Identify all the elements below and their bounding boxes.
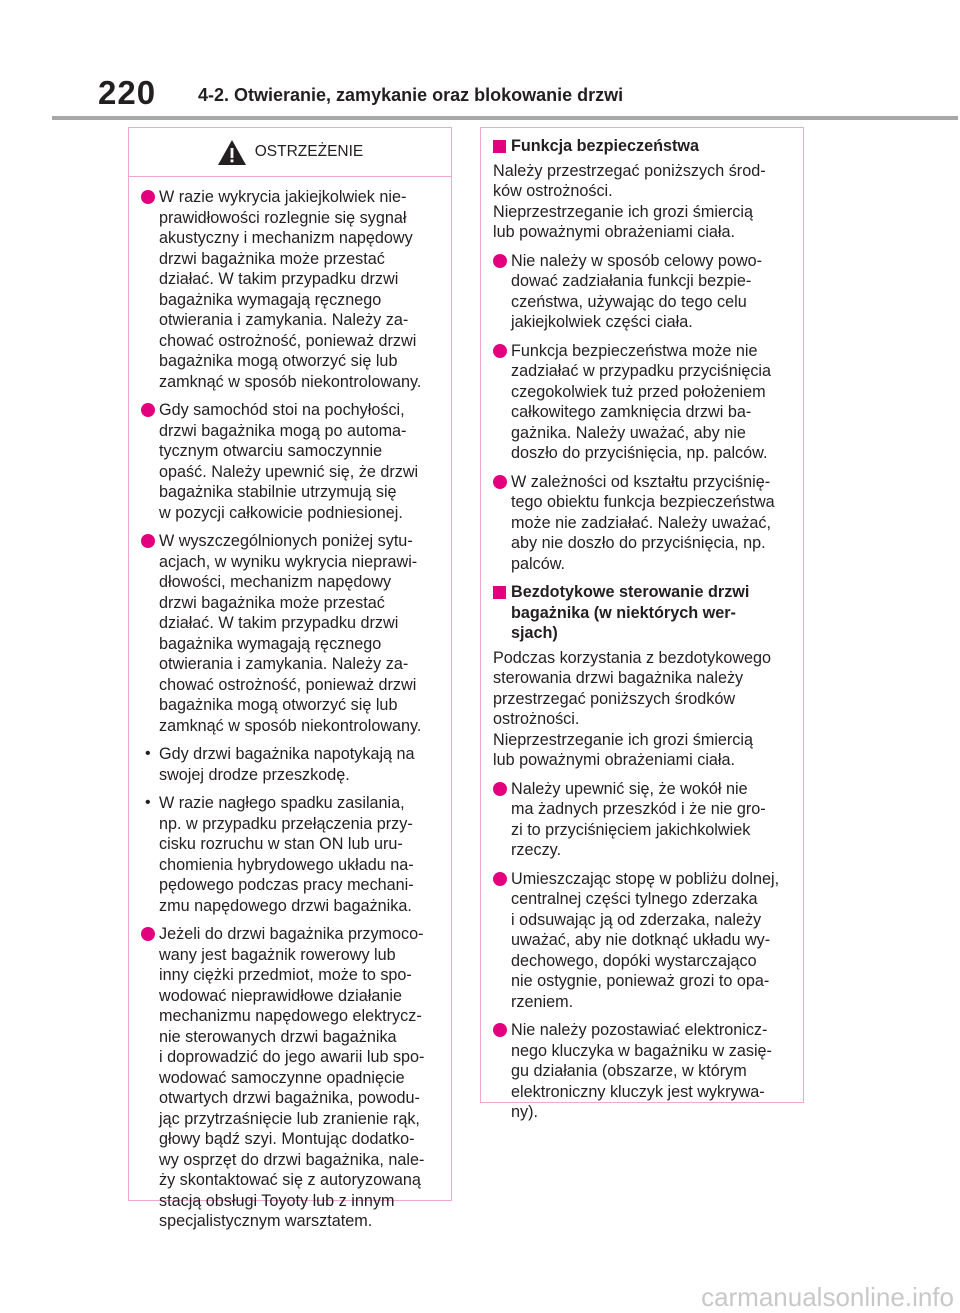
list-item (493, 251, 797, 333)
text-line: otwierania i zamykania. Należy za- (159, 655, 409, 673)
text-line: pędowego podczas pracy mechani- (159, 876, 414, 894)
page-header (0, 0, 960, 124)
text-line: W razie wykrycia jakiejkolwiek nie- (159, 188, 407, 206)
text-line: zamknąć w sposób niekontrolowany. (159, 372, 422, 391)
text-line: jakiejkolwiek części ciała. (511, 313, 693, 331)
text-line: mechanizmu napędowego elektrycz- (159, 1007, 422, 1025)
text-line: bagażnika mogą otworzyć się lub (159, 696, 398, 714)
text-line: Bezdotykowe sterowanie drzwi (511, 583, 750, 601)
list-item (493, 341, 797, 464)
text-line: otwartych drzwi bagażnika, powodu- (159, 1089, 420, 1107)
text-line: akustyczny i mechanizm napędowy (159, 229, 413, 247)
text-line: wodować nieprawidłowe działanie (159, 986, 402, 1005)
text-line: aby nie doszło do przyciśnięcia, np. (511, 534, 766, 552)
text-line: i odsuwając ją od zderzaka, należy (511, 910, 762, 929)
text-line: prawidłowości rozlegnie się sygnał (159, 208, 407, 227)
text-line: czeństwa, używając do tego celu (511, 292, 747, 311)
text-line: w pozycji całkowicie podniesionej. (159, 503, 403, 522)
circle-bullet-icon (141, 534, 155, 548)
text-line: elektroniczny kluczyk jest wykrywa- (511, 1082, 765, 1101)
text-line: dechowego, dopóki wystarczająco (511, 951, 757, 970)
text-line: bagażnika (w niektórych wer- (511, 603, 736, 622)
text-line: sjach) (511, 624, 558, 642)
text-line: wany jest bagażnik rowerowy lub (159, 945, 396, 964)
list-item (141, 793, 445, 916)
text-line: Gdy samochód stoi na pochyłości, (159, 401, 405, 419)
text-line: ostrożności. (493, 710, 580, 728)
text-line: zadziałać w przypadku przyciśnięcia (511, 362, 772, 380)
text-line: całkowitego zamknięcia drzwi ba- (511, 403, 752, 421)
text-line: Nieprzestrzeganie ich grozi śmiercią (493, 730, 753, 749)
text-line: opaść. Należy upewnić się, że drzwi (159, 462, 419, 481)
text-line: zi to przyciśnięciem jakichkolwiek (511, 820, 751, 839)
text-line: ma żadnych przeszkód i że nie gro- (511, 800, 766, 818)
list-item (493, 869, 797, 1013)
text-line: np. w przypadku przełączenia przy- (159, 814, 413, 833)
text-line: Należy przestrzegać poniższych środ- (493, 161, 766, 180)
text-line: może nie zadziałać. Należy uważać, (511, 513, 772, 532)
text-line: Funkcja bezpieczeństwa może nie (511, 341, 758, 360)
text-line: zmu napędowego drzwi bagażnika. (159, 896, 412, 915)
circle-bullet-icon (493, 344, 507, 358)
circle-bullet-icon (493, 475, 507, 489)
text-line: ny). (511, 1103, 538, 1121)
text-line: nego kluczyka w bagażniku w zasię- (511, 1041, 772, 1060)
text-line: uważać, aby nie dotknąć układu wy- (511, 931, 771, 949)
warning-header (129, 128, 451, 177)
text-line: doszło do przyciśnięcia, np. palców. (511, 444, 768, 462)
text-line: bagażnika stabilnie utrzymują się (159, 483, 397, 501)
text-line: Funkcja bezpieczeństwa (511, 137, 700, 155)
text-line: bagażnika wymagają ręcznego (159, 634, 382, 653)
info-content (481, 128, 803, 1123)
text-line: przestrzegać poniższych środków (493, 689, 736, 708)
text-line: czegokolwiek tuż przed położeniem (511, 382, 766, 401)
paragraph (493, 161, 797, 243)
warning-box (128, 127, 452, 1230)
square-bullet-icon (493, 586, 506, 599)
list-item (493, 779, 797, 861)
text-line: Nieprzestrzeganie ich grozi śmiercią (493, 202, 753, 221)
circle-bullet-icon (493, 872, 507, 886)
text-line: sterowania drzwi bagażnika należy (493, 669, 744, 687)
text-line: chować ostrożność, ponieważ drzwi (159, 675, 417, 694)
text-line: W razie nagłego spadku zasilania, (159, 794, 405, 812)
text-line: gażnika. Należy uważać, aby nie (511, 423, 746, 442)
text-line: i doprowadzić do jego awarii lub spo- (159, 1048, 425, 1066)
page-number: 220 (98, 74, 157, 111)
list-item (141, 744, 445, 785)
text-line: Nie należy w sposób celowy powo- (511, 251, 763, 270)
text-line: swojej drodze przeszkodę. (159, 765, 350, 784)
text-line: specjalistycznym warsztatem. (159, 1212, 373, 1230)
circle-bullet-icon (493, 1023, 507, 1037)
list-item (493, 1020, 797, 1123)
text-line: głowy bądź szyi. Montując dodatko- (159, 1130, 415, 1148)
circle-bullet-icon (141, 403, 155, 417)
text-line: gu działania (obszarze, w którym (511, 1062, 747, 1080)
text-line: palców. (511, 554, 565, 573)
text-line: dłowości, mechanizm napędowy (159, 573, 392, 591)
text-line: chomienia hybrydowego układu na- (159, 855, 414, 874)
circle-bullet-icon (493, 254, 507, 268)
text-line: cisku rozruchu w stan ON lub uru- (159, 835, 403, 853)
text-line: lub poważnymi obrażeniami ciała. (493, 223, 736, 241)
text-line: chować ostrożność, ponieważ drzwi (159, 331, 417, 350)
text-line: lub poważnymi obrażeniami ciała. (493, 751, 736, 769)
list-item (141, 531, 445, 736)
text-line: ków ostrożności. (493, 182, 613, 200)
text-line: tycznym otwarciu samoczynnie (159, 442, 383, 460)
warning-content (129, 177, 451, 1232)
text-line: wodować samoczynne opadnięcie (159, 1068, 405, 1087)
text-line: W wyszczególnionych poniżej sytu- (159, 532, 413, 550)
text-line: działać. W takim przypadku drzwi (159, 614, 399, 632)
text-line: rzeczy. (511, 841, 562, 859)
text-line: drzwi bagażnika mogą po automa- (159, 421, 407, 440)
bullet-icon: • (145, 745, 151, 762)
list-item (493, 472, 797, 575)
text-line: W zależności od kształtu przyciśnię- (511, 472, 771, 491)
text-line: Należy upewnić się, że wokół nie (511, 779, 748, 798)
text-line: jąc przytrzaśnięcie lub zranienie rąk, (159, 1109, 420, 1128)
text-line: rzeniem. (511, 992, 574, 1011)
text-line: drzwi bagażnika może przestać (159, 249, 385, 268)
text-line: ży skontaktować się z autoryzowaną (159, 1171, 421, 1189)
text-line: dować zadziałania funkcji bezpie- (511, 272, 752, 290)
text-line: Gdy drzwi bagażnika napotykają na (159, 745, 415, 763)
chapter-title: 4-2. Otwieranie, zamykanie oraz blokowanie drzwi (198, 85, 624, 105)
text-line: zamknąć w sposób niekontrolowany. (159, 716, 422, 735)
text-line: tego obiektu funkcja bezpieczeństwa (511, 493, 775, 511)
list-item (141, 187, 445, 392)
text-line: otwierania i zamykania. Należy za- (159, 311, 409, 329)
text-line: Podczas korzystania z bezdotykowego (493, 648, 772, 667)
list-item (141, 924, 445, 1232)
list-item (141, 400, 445, 523)
square-bullet-icon (493, 140, 506, 153)
info-box (480, 127, 804, 1121)
text-line: bagażnika wymagają ręcznego (159, 290, 382, 309)
section-heading (493, 582, 797, 644)
text-line: Jeżeli do drzwi bagażnika przymoco- (159, 925, 424, 943)
text-line: drzwi bagażnika może przestać (159, 593, 385, 612)
text-line: inny ciężki przedmiot, może to spo- (159, 966, 412, 984)
text-line: acjach, w wyniku wykrycia nieprawi- (159, 552, 418, 571)
paragraph (493, 648, 797, 771)
watermark: carmanualsonline.info (701, 1282, 954, 1312)
circle-bullet-icon (493, 782, 507, 796)
text-line: stacją obsługi Toyoty lub z innym (159, 1191, 395, 1210)
text-line: Umieszczając stopę w pobliżu dolnej, (511, 869, 780, 888)
warning-triangle-icon (217, 139, 247, 166)
circle-bullet-icon (141, 927, 155, 941)
header-rule (52, 116, 958, 120)
text-line: nie ostygnie, ponieważ grozi to opa- (511, 972, 770, 990)
text-line: centralnej części tylnego zderzaka (511, 890, 758, 908)
text-line: bagażnika mogą otworzyć się lub (159, 352, 398, 370)
text-line: działać. W takim przypadku drzwi (159, 270, 399, 288)
section-heading (493, 136, 797, 157)
text-line: nie sterowanych drzwi bagażnika (159, 1027, 397, 1046)
text-line: Nie należy pozostawiać elektronicz- (511, 1021, 768, 1039)
bullet-icon: • (145, 794, 151, 811)
warning-title: OSTRZEŻENIE (254, 143, 364, 160)
text-line: wy osprzęt do drzwi bagażnika, nale- (159, 1150, 425, 1169)
circle-bullet-icon (141, 190, 155, 204)
